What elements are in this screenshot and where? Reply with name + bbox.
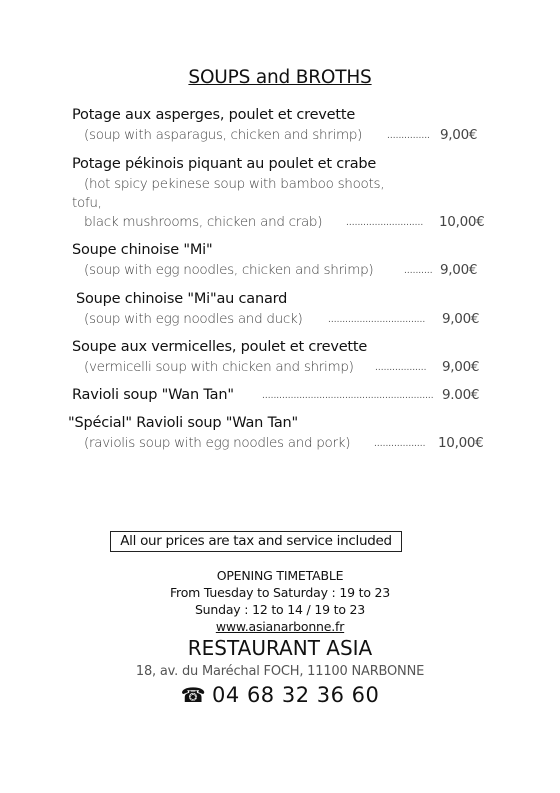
phone-number: 04 68 32 36 60 <box>212 683 380 707</box>
timetable-weekdays: From Tuesday to Saturday : 19 to 23 <box>169 585 391 600</box>
item-name: Soupe chinoise "Mi" <box>72 242 213 258</box>
website-link[interactable]: www.asianarbonne.fr <box>215 619 345 634</box>
item-description: (soup with asparagus, chicken and shrimp) <box>84 127 363 143</box>
item-price: 10,00€ <box>439 214 485 230</box>
restaurant-address: 18, av. du Maréchal FOCH, 11100 NARBONNE <box>135 664 425 679</box>
leader-dots: .......... <box>404 266 433 276</box>
item-description: (raviolis soup with egg noodles and pork) <box>84 435 351 451</box>
restaurant-phone <box>0 683 560 707</box>
item-name: Soupe chinoise "Mi"au canard <box>76 291 288 307</box>
item-description: (vermicelli soup with chicken and shrimp) <box>84 359 354 375</box>
item-description: black mushrooms, chicken and crab) <box>84 214 323 230</box>
leader-dots: ............................................................ <box>262 391 434 401</box>
item-price: 9,00€ <box>442 311 480 327</box>
item-description: tofu, <box>72 195 102 211</box>
item-name: "Spécial" Ravioli soup "Wan Tan" <box>68 415 298 431</box>
item-price: 9,00€ <box>440 262 478 278</box>
telephone-icon: ☎ <box>180 683 207 707</box>
timetable-sunday: Sunday : 12 to 14 / 19 to 23 <box>194 602 366 617</box>
leader-dots: ........................... <box>346 218 424 228</box>
menu-title: SOUPS and BROTHS <box>188 67 372 88</box>
item-name: Potage aux asperges, poulet et crevette <box>72 107 356 123</box>
restaurant-name: RESTAURANT ASIA <box>187 636 373 660</box>
leader-dots: .................................. <box>328 315 426 325</box>
item-name: Ravioli soup "Wan Tan" <box>72 387 234 403</box>
timetable-heading: OPENING TIMETABLE <box>216 568 344 583</box>
item-name: Soupe aux vermicelles, poulet et crevette <box>72 339 368 355</box>
leader-dots: .................. <box>375 363 427 373</box>
item-price: 9,00€ <box>442 359 480 375</box>
leader-dots: ............... <box>387 131 430 141</box>
prices-notice: All our prices are tax and service included <box>110 531 402 552</box>
item-description: (hot spicy pekinese soup with bamboo shoots, <box>84 176 385 192</box>
item-price: 10,00€ <box>438 435 484 451</box>
item-description: (soup with egg noodles and duck) <box>84 311 303 327</box>
item-price: 9,00€ <box>440 127 478 143</box>
item-name: Potage pékinois piquant au poulet et crabe <box>72 156 377 172</box>
leader-dots: .................. <box>374 439 426 449</box>
item-price: 9.00€ <box>442 387 480 403</box>
item-description: (soup with egg noodles, chicken and shrimp) <box>84 262 374 278</box>
